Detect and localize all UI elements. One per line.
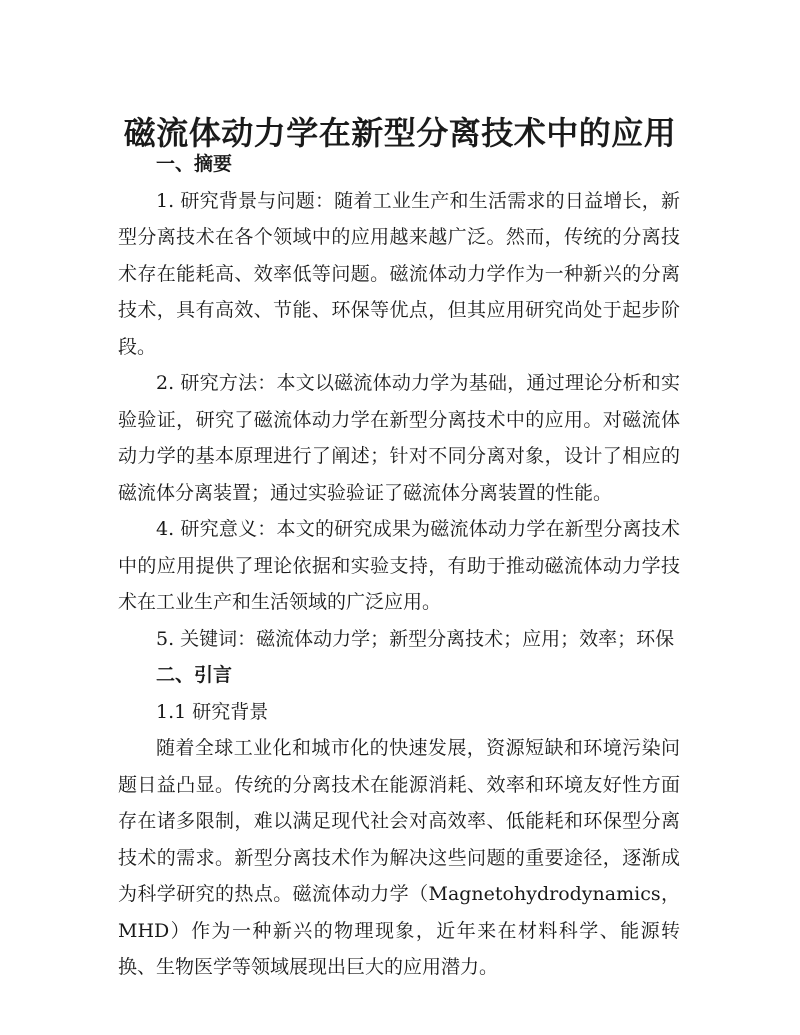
section-heading-introduction: 二、引言 <box>156 664 233 686</box>
abstract-paragraph-keywords: 5. 关键词：磁流体动力学；新型分离技术；应用；效率；环保 <box>156 627 675 650</box>
document-body <box>118 146 680 986</box>
abstract-paragraph-background: 1. 研究背景与问题：随着工业生产和生活需求的日益增长，新型分离技术在各个领域中的应用越来越广泛。然而，传统的分离技术存在能耗高、效率低等问题。磁流体动力学作为一种新兴的分离技术，具有高效、节能、环保等优点，但其应用研究尚处于起步阶段。 <box>118 189 680 358</box>
abstract-paragraph-significance: 4. 研究意义：本文的研究成果为磁流体动力学在新型分离技术中的应用提供了理论依据和实验支持，有助于推动磁流体动力学技术在工业生产和生活领域的广泛应用。 <box>118 518 680 613</box>
abstract-paragraph-methods: 2. 研究方法：本文以磁流体动力学为基础，通过理论分析和实验验证，研究了磁流体动力学在新型分离技术中的应用。对磁流体动力学的基本原理进行了阐述；针对不同分离对象，设计了相应的磁流体分离装置；通过实验验证了磁流体分离装置的性能。 <box>118 372 680 504</box>
section-heading-abstract: 一、摘要 <box>156 153 233 175</box>
document-title: 磁流体动力学在新型分离技术中的应用 <box>123 114 677 153</box>
introduction-paragraph: 随着全球工业化和城市化的快速发展，资源短缺和环境污染问题日益凸显。传统的分离技术在能源消耗、效率和环境友好性方面存在诸多限制，难以满足现代社会对高效率、低能耗和环保型分离技术的需求。新型分离技术作为解决这些问题的重要途径，逐渐成为科学研究的热点。磁流体动力学（Magnetohydrodynamics，MHD）作为一种新兴的物理现象，近年来在材料科学、能源转换、生物医学等领域展现出巨大的应用潜力。 <box>118 737 680 978</box>
subsection-heading-background: 1.1 研究背景 <box>156 700 269 723</box>
